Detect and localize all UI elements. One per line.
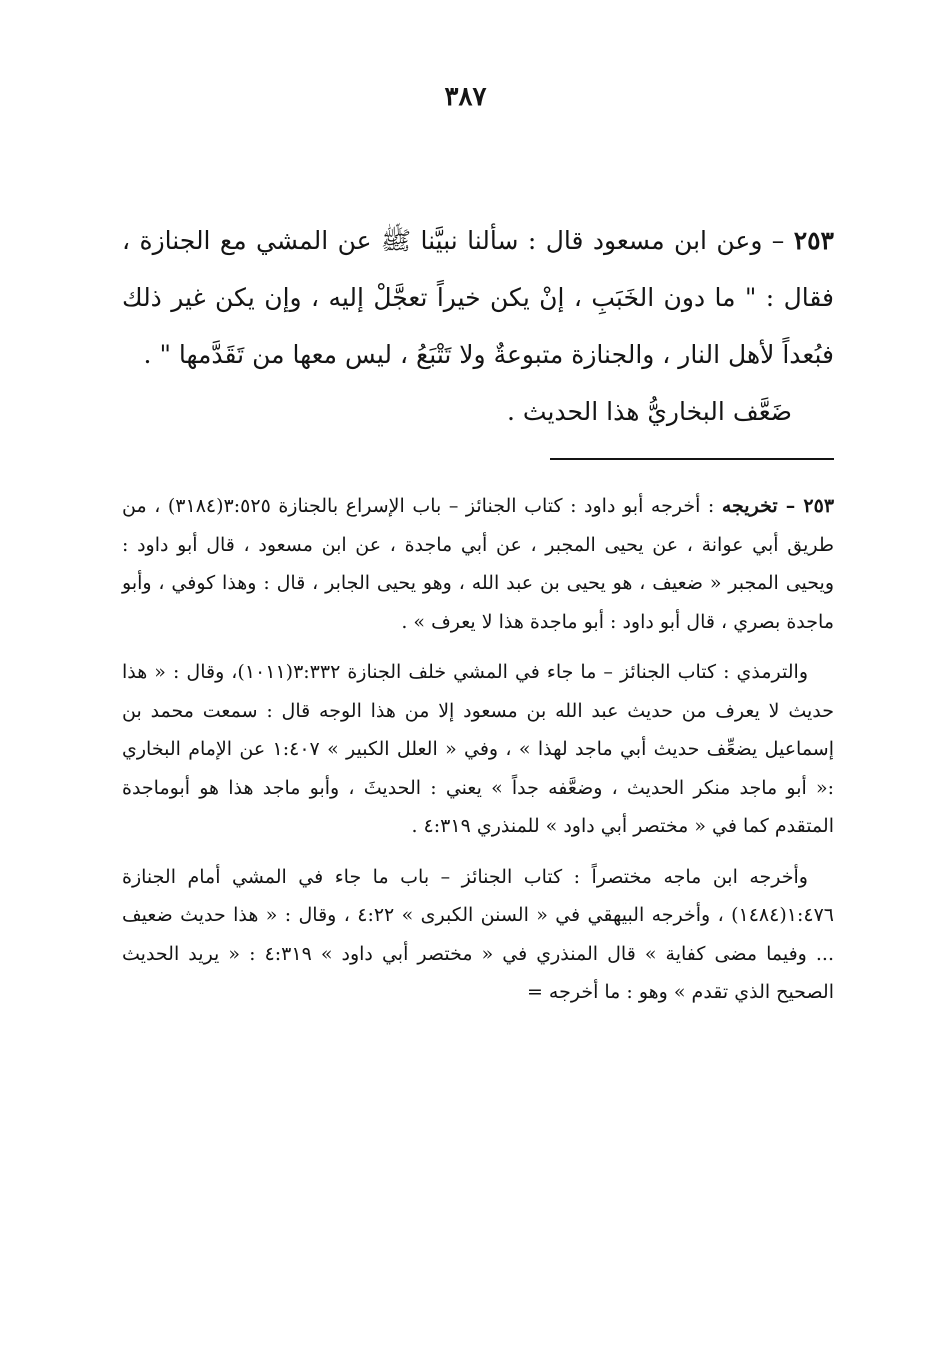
footnotes [122,487,834,1024]
hadith-comment: ضَعَّف البخاريُّ هذا الحديث . [507,397,792,426]
footnote-paragraph-1 [122,487,834,641]
footnote-label: تخريجه [721,495,778,517]
footnote-paragraph-3: وأخرجه ابن ماجه مختصراً : كتاب الجنائز – باب ما جاء في المشي أمام الجنازة ١:٤٧٦(١٤٨٤) ، وأخرجه البيهقي في « السنن الكبرى » ٤:٢٢ ، وقال : « هذا حديث ضعيف ... وفيما مضى كفاية » قال المنذري في « مختصر أبي داود » ٤:٣١٩ : « يريد الحديث الصحيح الذي تقدم » وهو : ما أخرجه = [122,865,835,1003]
footnote-divider [550,458,834,460]
footnote-text-1: : أخرجه أبو داود : كتاب الجنائز – باب الإسراع بالجنازة ٣:٥٢٥(٣١٨٤) ، من طريق أبي عوانة ، عن يحيى المجبر ، عن أبي ماجدة ، عن ابن مسعود ، قال أبو داود : ويحيى المجبر « ضعيف ، هو يحيى بن عبد الله ، وهو يحيى الجابر ، قال : وهذا كوفي ، وأبو ماجدة بصري ، قال أبو داود : أبو ماجدة هذا لا يعرف » . [122,495,834,633]
hadith-number: ٢٥٣ [793,226,834,255]
page-number: ٣٨٧ [444,82,487,112]
hadith-body [122,212,834,440]
hadith-paragraph [122,212,834,383]
hadith-text: – وعن ابن مسعود قال : سألنا نبيَّنا ﷺ عن المشي مع الجنازة ، فقال : " ما دون الخَبَبِ ، إنْ يكن خيراً تعجَّلْ إليه ، وإن يكن غير ذلك فبُعداً لأهل النار ، والجنازة متبوعةٌ ولا تَتْبَعُ ، ليس معها من تَقَدَّمها " . [122,226,834,369]
footnote-number: ٢٥٣ – [777,495,835,517]
footnote-paragraph-2: والترمذي : كتاب الجنائز – ما جاء في المشي خلف الجنازة ٣:٣٣٢(١٠١١)، وقال : « هذا حديث لا يعرف من حديث عبد الله بن مسعود إلا من هذا الوجه قال : سمعت محمد بن إسماعيل يضعِّف حديث أبي ماجد لهذا » ، وفي « العلل الكبير » ١:٤٠٧ عن الإمام البخاري :« أبو ماجد منكر الحديث ، وضعَّفه جداً » يعني : الحديثَ ، وأبو ماجد هذا هو أبوماجدة المتقدم كما في « مختصر أبي داود » للمنذري ٤:٣١٩ . [122,661,834,837]
